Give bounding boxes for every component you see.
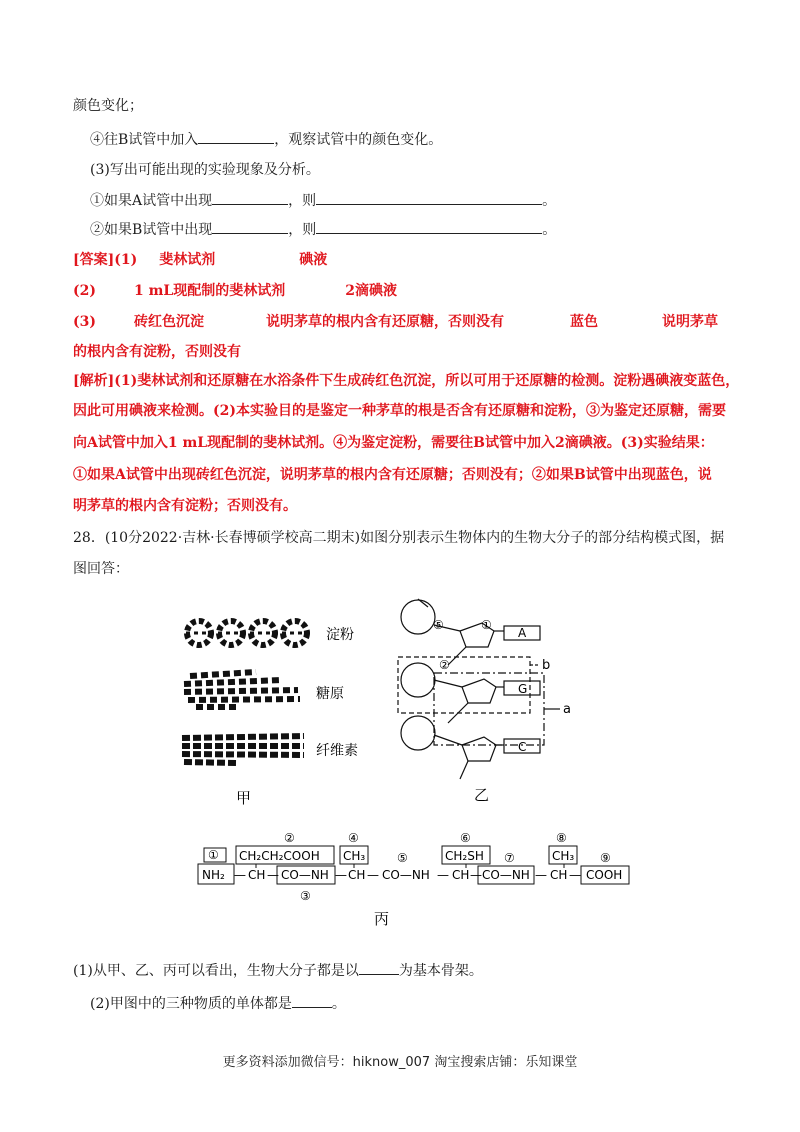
analysis-line: [73, 401, 730, 421]
text: (1)从甲、乙、丙可以看出，生物大分子都是以: [73, 963, 359, 979]
cellulose-label: 纤维素: [316, 743, 358, 759]
text: 碘液: [299, 252, 328, 268]
r-group-1: CH₂CH₂COOH: [239, 849, 320, 863]
text-line: [90, 129, 730, 150]
text: ，观察试管中的颜色变化。: [274, 132, 443, 148]
text: 的根内含有淀粉，否则没有: [73, 344, 241, 360]
answer-line: [73, 342, 730, 362]
text: 图回答：: [73, 561, 129, 577]
analysis-line: [73, 371, 740, 391]
answer-blank: [292, 993, 332, 1008]
base-g: G: [518, 682, 528, 696]
text: 明茅草的根内含有淀粉；否则没有。: [73, 498, 297, 514]
bond: —: [535, 868, 547, 882]
analysis-line: [73, 496, 730, 516]
bond: —: [234, 868, 246, 882]
answer-blank: [212, 219, 288, 234]
peptide-bond: CO—NH: [281, 868, 329, 882]
alpha-carbon: CH: [248, 868, 266, 882]
label-6: ⑥: [460, 831, 471, 845]
text: 1 mL现配制的斐林试剂: [134, 283, 286, 299]
bond: —: [267, 868, 279, 882]
answer-blank: [316, 190, 542, 205]
text: (2)甲图中的三种物质的单体都是: [90, 996, 292, 1012]
text: 颜色变化；: [73, 98, 143, 114]
figure-bing: [192, 828, 632, 928]
label-8: ⑧: [556, 831, 567, 845]
text: 砖红色沉淀: [134, 314, 204, 330]
phosphate-circle: [401, 716, 435, 750]
question-28: [73, 528, 730, 548]
bond: —: [367, 868, 379, 882]
text: (2): [73, 283, 96, 299]
figure-label-bing: 丙: [374, 910, 390, 928]
label-4: ④: [348, 831, 359, 845]
r-group-4: CH₃: [552, 849, 575, 863]
figure-label-jia: 甲: [236, 789, 252, 807]
text: (3)写出可能出现的实验现象及分析。: [90, 162, 320, 178]
text: 。: [542, 193, 557, 209]
answer-line: [73, 312, 730, 332]
text-line: [90, 160, 730, 180]
text: ，则: [288, 193, 317, 209]
text: ①如果A试管中出现砖红色沉淀，说明茅草的根内含有还原糖；否则没有；②如果B试管中出现蓝色，说: [73, 467, 712, 483]
page-footer: 更多资料添加微信号：hiknow_007 淘宝搜索店铺：乐知课堂: [222, 1055, 578, 1070]
label-3: ③: [300, 889, 311, 903]
answer-blank: [359, 960, 399, 975]
text: (3): [73, 314, 96, 330]
text: 为基本骨架。: [398, 963, 483, 979]
text: 2滴碘液: [345, 283, 398, 299]
analysis-line: [73, 465, 730, 485]
figure-jia: [176, 610, 372, 810]
text-line: [90, 219, 730, 240]
text-line: [90, 190, 730, 211]
figure-yi: [390, 595, 590, 810]
r-group-3: CH₂SH: [445, 849, 484, 863]
label-7: ⑦: [504, 851, 515, 865]
pentose-sugar: [462, 737, 496, 761]
starch-chain: [186, 621, 308, 645]
answer-blank: [198, 129, 274, 144]
label-a: a: [563, 702, 571, 717]
text: [答案](1): [73, 252, 138, 268]
r-group-2: CH₃: [343, 849, 366, 863]
starch-label: 淀粉: [326, 627, 354, 643]
text: 向A试管中加入1 mL现配制的斐林试剂。④为鉴定淀粉，需要往B试管中加入2滴碘液。(3)实验结果：: [73, 435, 714, 451]
sub-question-1: [73, 960, 730, 981]
text: 。: [542, 222, 557, 238]
carboxyl-group: COOH: [586, 868, 623, 882]
phosphate-circle: [401, 600, 435, 634]
answer-blank: [316, 219, 542, 234]
label-9: ⑨: [600, 851, 611, 865]
figure-label-yi: 乙: [474, 786, 490, 804]
sub-question-2: [90, 993, 730, 1014]
label-1: ①: [481, 618, 492, 632]
bond: —: [437, 868, 449, 882]
bond: —: [335, 868, 347, 882]
base-a: A: [518, 626, 527, 640]
bond: —: [470, 868, 482, 882]
label-2: ②: [284, 831, 295, 845]
bond: —: [569, 868, 581, 882]
glycogen-mesh: [184, 672, 300, 707]
text: ②如果B试管中出现: [90, 222, 213, 238]
label-1: ①: [208, 848, 219, 862]
label-b: b: [542, 658, 551, 673]
text-line: [73, 559, 730, 579]
text-line: [73, 96, 730, 116]
text: 28．(10分2022·吉林·长春博硕学校高二期末)如图分别表示生物体内的生物大分子的部分结构模式图，据: [73, 530, 725, 546]
text: 因此可用碘液来检测。(2)本实验目的是鉴定一种茅草的根是否含有还原糖和淀粉，③为鉴定还原糖，需要: [73, 403, 726, 419]
base-c: C: [518, 740, 527, 754]
alpha-carbon: CH: [452, 868, 470, 882]
amino-group: NH₂: [202, 868, 225, 882]
label-5: ⑤: [433, 618, 444, 632]
label-2: ②: [439, 658, 450, 672]
text: ，则: [288, 222, 317, 238]
alpha-carbon: CH: [550, 868, 568, 882]
text: 斐林试剂: [159, 252, 216, 268]
analysis-line: [73, 433, 730, 453]
glycogen-label: 糖原: [316, 686, 344, 702]
pentose-sugar: [462, 679, 496, 703]
text: ④往B试管中加入: [90, 132, 199, 148]
label-5: ⑤: [397, 851, 408, 865]
text: ①如果A试管中出现: [90, 193, 213, 209]
answer-blank: [212, 190, 288, 205]
bracket-b: [398, 657, 530, 713]
alpha-carbon: CH: [348, 868, 366, 882]
peptide-bond: CO—NH: [382, 868, 430, 882]
peptide-bond: CO—NH: [482, 868, 530, 882]
text: 蓝色: [570, 314, 598, 330]
phosphate-circle: [401, 663, 435, 697]
text: 说明茅草的根内含有还原糖，否则没有: [266, 314, 504, 330]
answer-line: [73, 281, 730, 301]
text: [解析](1)斐林试剂和还原糖在水浴条件下生成砖红色沉淀，所以可用于还原糖的检测。淀粉遇碘液变蓝色，: [73, 373, 740, 389]
text: 说明茅草: [662, 314, 718, 330]
text: 。: [331, 996, 346, 1012]
answer-line: [73, 250, 730, 270]
cellulose-fibers: [182, 736, 304, 763]
